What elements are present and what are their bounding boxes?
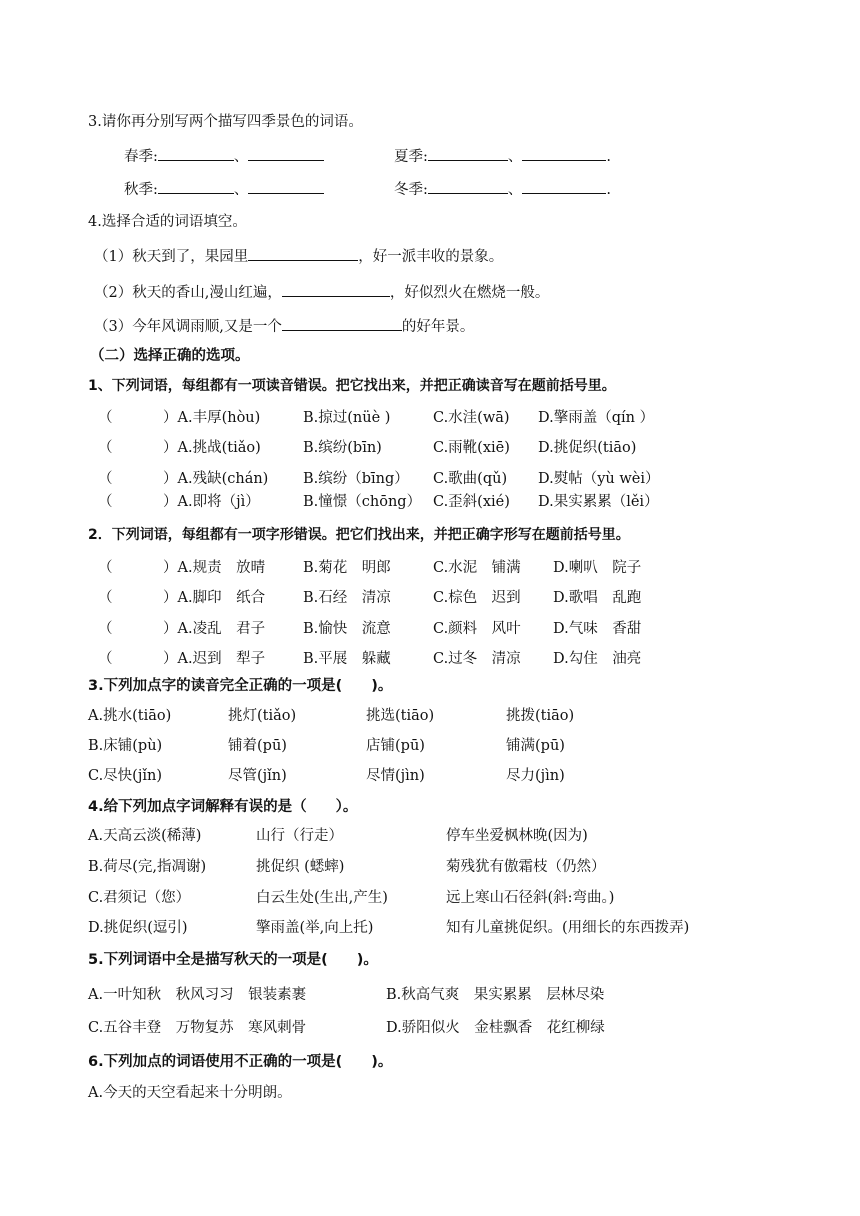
autumn-blank-2[interactable]: [248, 178, 324, 194]
autumn-row: 秋季: 、: [124, 178, 324, 200]
s2q3-row-2-cell-2: 铺着(pū): [228, 738, 287, 754]
summer-label: 夏季:: [394, 149, 428, 165]
s2q1-row-1-cell-3: B.掠过(nüè ): [303, 410, 391, 426]
q4-sentence-3: （3）今年风调雨顺,又是一个 的好年景。: [94, 315, 474, 337]
q3-title: 3.请你再分别写两个描写四季景色的词语。: [88, 114, 363, 130]
s2q5-row-2-cell-1: C.五谷丰登 万物复苏 寒风刺骨: [88, 1020, 307, 1036]
s2q1-row-3-cell-5: D.熨帖（yù wèi）: [538, 471, 660, 487]
s2q4-row-4-cell-3: 知有儿童挑促织。(用细长的东西拨弄): [446, 920, 690, 936]
winter-blank-1[interactable]: [428, 178, 508, 194]
summer-row: 夏季: 、 .: [394, 145, 611, 167]
s2q1-title: 1、下列词语，每组都有一项读音错误。把它找出来，并把正确读音写在题前括号里。: [88, 378, 616, 394]
s2q4-row-1-cell-3: 停车坐爱枫林晚(因为): [446, 828, 588, 844]
autumn-blank-1[interactable]: [158, 178, 234, 194]
q4-sentence-2: （2）秋天的香山,漫山红遍， ，好似烈火在燃烧一般。: [94, 281, 549, 303]
s2q1-row-1-cell-2: ）A.丰厚(hòu): [163, 410, 261, 426]
s2q2-row-2-cell-3: B.石经 清凉: [303, 590, 391, 606]
s2q1-row-4-cell-2: ）A.即将（jì）: [163, 494, 260, 510]
s2q1-row-1-cell-5: D.擎雨盖（qín ）: [538, 410, 655, 426]
q4-title: 4.选择合适的词语填空。: [88, 214, 247, 230]
s2q1-row-3-cell-3: B.缤纷（bīng）: [303, 471, 409, 487]
s2q3-row-3-cell-4: 尽力(jìn): [506, 768, 565, 784]
s2q4-row-1-cell-1: A.天高云淡(稀薄): [88, 828, 202, 844]
winter-blank-2[interactable]: [522, 178, 606, 194]
s2q3-row-3-cell-2: 尽管(jǐn): [228, 768, 287, 784]
s2q1-row-2-cell-3: B.缤纷(bīn): [303, 440, 382, 456]
s2q2-row-4-cell-5: D.勾住 油亮: [553, 651, 642, 667]
section2-heading: （二）选择正确的选项。: [90, 348, 250, 364]
s2q2-row-3-cell-3: B.愉快 流意: [303, 621, 391, 637]
s2q1-row-2-cell-1: （: [98, 440, 113, 456]
s2q3-row-3-cell-3: 尽情(jìn): [366, 768, 425, 784]
s2q4-row-2-cell-1: B.荷尽(完,指凋谢): [88, 859, 207, 875]
s2q2-row-1-cell-1: （: [98, 560, 113, 576]
q4-blank-2[interactable]: [282, 281, 390, 297]
summer-blank-1[interactable]: [428, 145, 508, 161]
s2q1-row-3-cell-2: ）A.残缺(chán): [163, 471, 269, 487]
s2q2-row-2-cell-1: （: [98, 590, 113, 606]
s2q4-row-2-cell-2: 挑促织 (蟋蟀): [256, 859, 345, 875]
s2q1-row-4-cell-1: （: [98, 494, 113, 510]
s2q2-row-1-cell-2: ）A.规责 放晴: [163, 560, 266, 576]
s2q6-option-a: A.今天的天空看起来十分明朗。: [88, 1085, 292, 1101]
s2q1-row-4-cell-5: D.果实累累（lěi）: [538, 494, 659, 510]
s2q3-row-1-cell-1: A.挑水(tiāo): [88, 708, 172, 724]
s2q3-title: 3.下列加点字的读音完全正确的一项是( )。: [88, 678, 393, 694]
s2q5-title: 5.下列词语中全是描写秋天的一项是( )。: [88, 952, 378, 968]
s2q1-row-3-cell-4: C.歌曲(qǔ): [433, 471, 508, 487]
s2q2-row-4-cell-4: C.过冬 清凉: [433, 651, 521, 667]
s2q4-row-3-cell-2: 白云生处(生出,产生): [256, 890, 388, 906]
s2q1-row-2-cell-4: C.雨靴(xiē): [433, 440, 510, 456]
autumn-label: 秋季:: [124, 182, 158, 198]
s2q3-row-1-cell-2: 挑灯(tiǎo): [228, 708, 297, 724]
s2q1-row-2-cell-5: D.挑促织(tiāo): [538, 440, 637, 456]
s2q2-row-1-cell-5: D.喇叭 院子: [553, 560, 642, 576]
s2q3-row-1-cell-4: 挑拨(tiāo): [506, 708, 575, 724]
s2q4-row-4-cell-2: 擎雨盖(举,向上托): [256, 920, 374, 936]
s2q1-row-4-cell-3: B.憧憬（chōng）: [303, 494, 422, 510]
q4-sentence-1: （1）秋天到了，果园里 ，好一派丰收的景象。: [94, 245, 503, 267]
s2q1-row-2-cell-2: ）A.挑战(tiǎo): [163, 440, 261, 456]
spring-blank-2[interactable]: [248, 145, 324, 161]
q4-blank-1[interactable]: [248, 245, 358, 261]
summer-blank-2[interactable]: [522, 145, 606, 161]
s2q4-row-3-cell-3: 远上寒山石径斜(斜:弯曲。): [446, 890, 615, 906]
winter-row: 冬季: 、 .: [394, 178, 611, 200]
s2q5-row-2-cell-2: D.骄阳似火 金桂飘香 花红柳绿: [386, 1020, 605, 1036]
s2q4-title: 4.给下列加点字词解释有误的是（ ）。: [88, 799, 358, 815]
spring-label: 春季:: [124, 149, 158, 165]
s2q2-row-3-cell-1: （: [98, 621, 113, 637]
s2q2-row-1-cell-4: C.水泥 铺满: [433, 560, 521, 576]
s2q5-row-1-cell-1: A.一叶知秋 秋风习习 银装素裹: [88, 987, 307, 1003]
s2q1-row-3-cell-1: （: [98, 471, 113, 487]
s2q2-row-3-cell-2: ）A.凌乱 君子: [163, 621, 266, 637]
s2q2-row-4-cell-2: ）A.迟到 犁子: [163, 651, 266, 667]
spring-row: 春季: 、: [124, 145, 324, 167]
spring-blank-1[interactable]: [158, 145, 234, 161]
s2q3-row-2-cell-3: 店铺(pū): [366, 738, 425, 754]
winter-label: 冬季:: [394, 182, 428, 198]
s2q4-row-4-cell-1: D.挑促织(逗引): [88, 920, 188, 936]
s2q1-row-1-cell-1: （: [98, 410, 113, 426]
s2q1-row-4-cell-4: C.歪斜(xié): [433, 494, 510, 510]
s2q2-row-4-cell-1: （: [98, 651, 113, 667]
s2q3-row-1-cell-3: 挑选(tiāo): [366, 708, 435, 724]
s2q4-row-2-cell-3: 菊残犹有傲霜枝（仍然）: [446, 859, 606, 875]
s2q6-title: 6.下列加点的词语使用不正确的一项是( )。: [88, 1054, 393, 1070]
s2q4-row-3-cell-1: C.君须记（您）: [88, 890, 191, 906]
s2q2-row-2-cell-5: D.歌唱 乱跑: [553, 590, 642, 606]
s2q3-row-3-cell-1: C.尽快(jǐn): [88, 768, 162, 784]
s2q2-row-2-cell-4: C.棕色 迟到: [433, 590, 521, 606]
s2q3-row-2-cell-4: 铺满(pū): [506, 738, 565, 754]
s2q2-row-2-cell-2: ）A.脚印 纸合: [163, 590, 266, 606]
s2q2-row-1-cell-3: B.菊花 明郎: [303, 560, 391, 576]
q4-blank-3[interactable]: [282, 315, 402, 331]
s2q1-row-1-cell-4: C.水洼(wā): [433, 410, 510, 426]
s2q5-row-1-cell-2: B.秋高气爽 果实累累 层林尽染: [386, 987, 605, 1003]
s2q2-row-3-cell-4: C.颜料 风叶: [433, 621, 521, 637]
s2q2-row-4-cell-3: B.平展 躲藏: [303, 651, 391, 667]
s2q3-row-2-cell-1: B.床铺(pù): [88, 738, 163, 754]
s2q2-row-3-cell-5: D.气味 香甜: [553, 621, 642, 637]
s2q2-title: 2．下列词语，每组都有一项字形错误。把它们找出来，并把正确字形写在题前括号里。: [88, 527, 630, 543]
s2q4-row-1-cell-2: 山行（行走）: [256, 828, 343, 844]
